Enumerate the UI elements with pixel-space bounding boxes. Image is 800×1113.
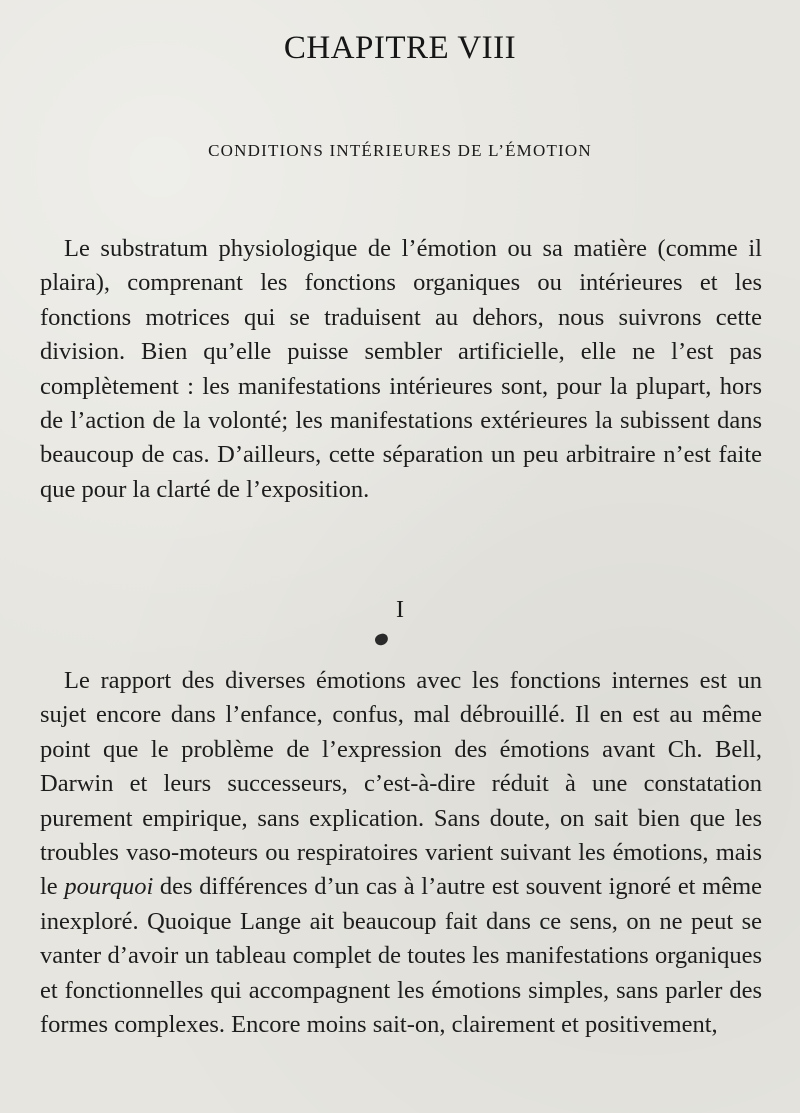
body-text-italic: pourquoi — [64, 873, 154, 901]
intro-paragraph-text: Le substratum physiologique de l’émotion ou sa matière (comme il plaira), comprenant les fonctions organiques ou intérieures et les fonctions motrices qui se traduisent au dehors, nous suivrons cette division. Bien qu’elle puisse sembler artificielle, elle ne l’est pas complètement : les manifestations intérieures sont, pour la plupart, hors de l’action de la volonté; les manifestations extérieures la subissent dans beaucoup de cas. D’ailleurs, cette séparation un peu arbitraire n’est faite que pour la clarté de l’exposition. — [40, 235, 762, 503]
section-numeral: I — [396, 597, 404, 623]
body-text-part-1: Le rapport des diverses émotions avec les fonctions internes est un sujet encore dans l’enfance, confus, mal débrouillé. Il en est au même point que le problème de l’expression des émotions avant Ch. Bell, Darwin et leurs successeurs, c’est-à-dire réduit à une constatation purement empirique, sans explication. Sans doute, on sait bien que les troubles vaso-moteurs ou respiratoires varient suivant les émotions, mais le — [40, 667, 762, 901]
ink-dot-ornament — [374, 632, 390, 646]
chapter-title: CHAPITRE VIII — [283, 30, 517, 66]
intro-paragraph — [40, 232, 762, 507]
body-text-part-2: des différences d’un cas à l’autre est souvent ignoré et même inexploré. Quoique Lange ait beaucoup fait dans ce sens, on ne peut se vanter d’avoir un tableau complet de toutes les manifestations organiques et fonctionnelles qui accompagnent les émotions simples, sans parler des formes complexes. Encore moins sait-on, clairement et positivement, — [40, 873, 763, 1039]
chapter-subtitle: CONDITIONS INTÉRIEURES DE L’ÉMOTION — [208, 141, 592, 160]
body-paragraph-text — [40, 664, 762, 1042]
body-paragraph — [40, 664, 762, 1042]
